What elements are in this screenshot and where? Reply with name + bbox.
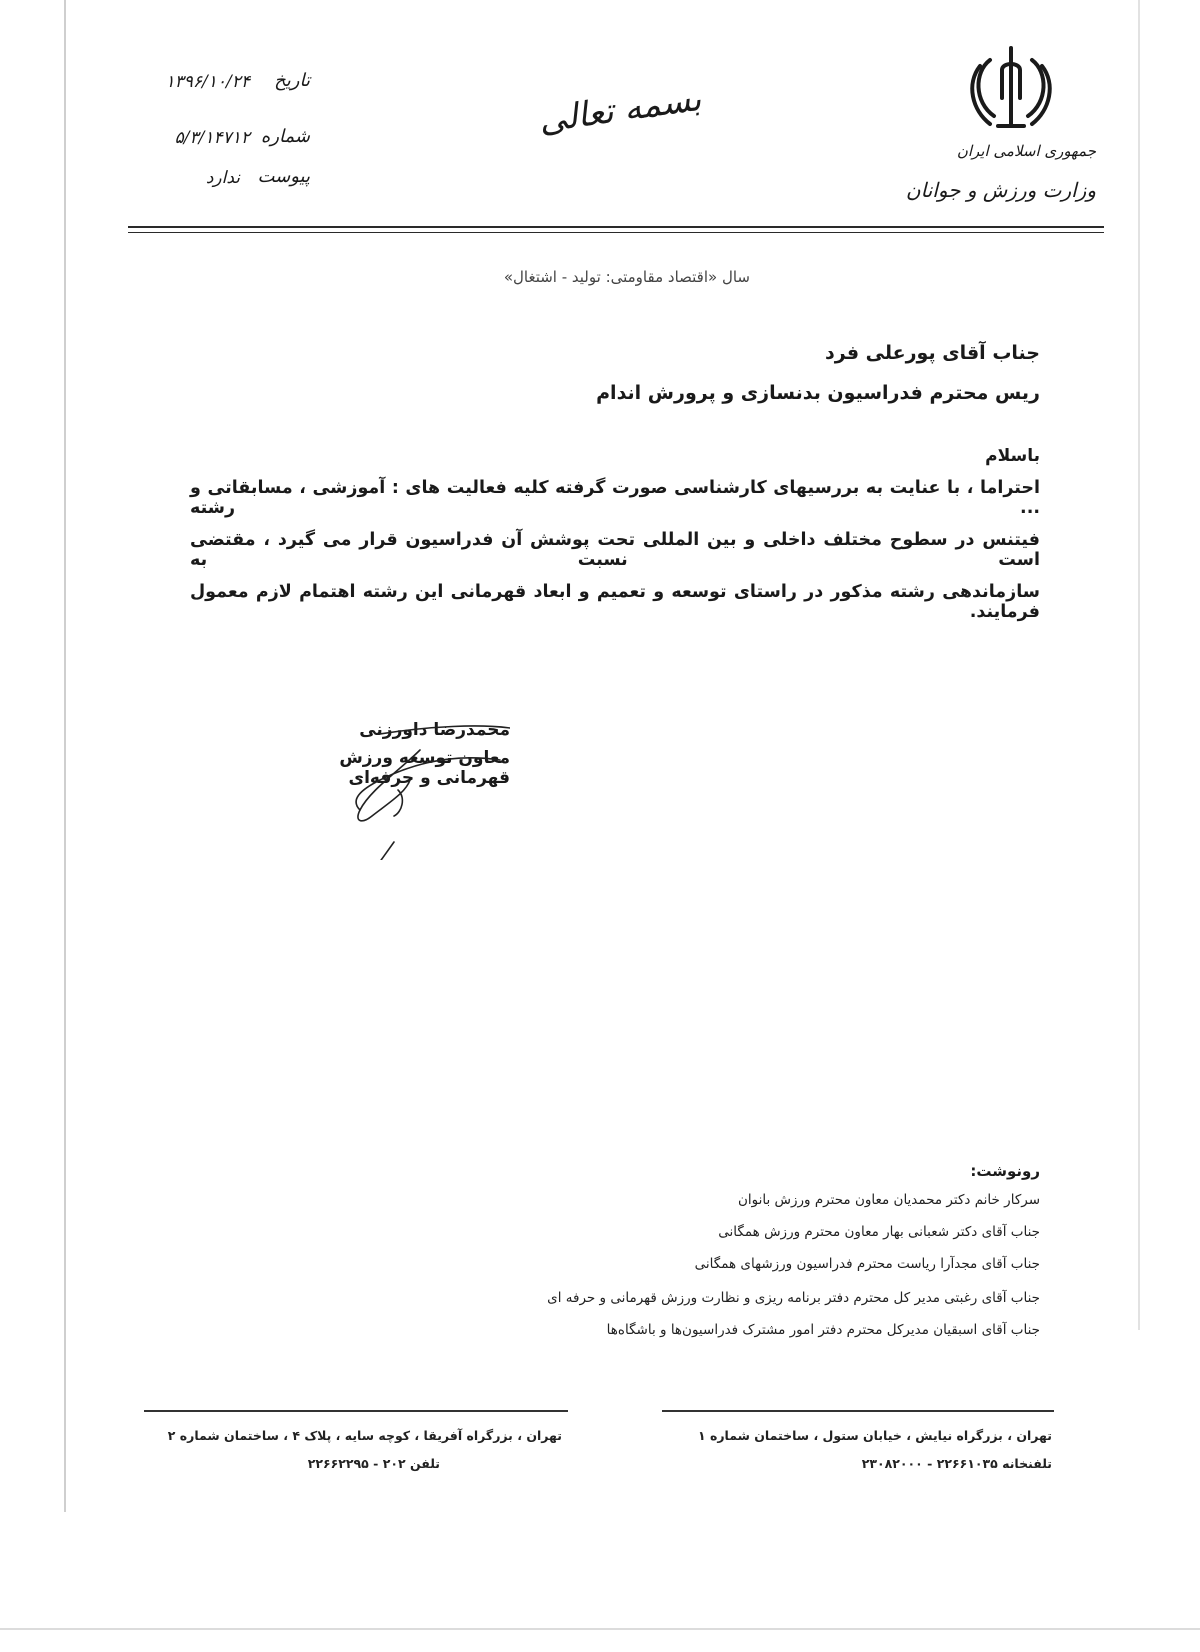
cc-item: سرکار خانم دکتر محمدیان معاون محترم ورزش بانوان <box>737 1192 1040 1208</box>
ministry-name-line: وزارت ورزش و جوانان <box>905 178 1096 202</box>
scan-edge-bottom <box>0 1628 1200 1630</box>
recipient-title: ریس محترم فدراسیون بدنسازی و پرورش اندام <box>596 382 1040 404</box>
footer-divider-right <box>662 1410 1054 1412</box>
cc-item: جناب آقای اسبقیان مدیرکل محترم دفتر امور مشترک فدراسیون‌ها و باشگاه‌ها <box>606 1322 1040 1338</box>
footer-phone-building-1: تلفنخانه ۲۲۶۶۱۰۳۵ - ۲۳۰۸۲۰۰۰ <box>861 1456 1052 1471</box>
header-divider-thin <box>128 232 1104 233</box>
body-line-1: احتراما ، با عنایت به بررسیهای کارشناسی صورت گرفته کلیه فعالیت های : آموزشی ، مسابقاتی و ... رشته <box>190 478 1040 518</box>
ministry-country-line: جمهوری اسلامی ایران <box>956 142 1096 160</box>
handwritten-signature-icon <box>310 720 510 860</box>
attachment-value: ندارد <box>205 168 240 188</box>
signature-block <box>300 720 510 860</box>
scan-edge-right <box>1138 0 1140 1330</box>
cc-item: جناب آقای رغبتی مدیر کل محترم دفتر برنامه ریزی و نظارت ورزش قهرمانی و حرفه ای <box>547 1290 1040 1306</box>
signatory-title: معاون توسعه ورزش قهرمانی و حرفه‌ای <box>339 748 510 788</box>
year-slogan: سال «اقتصاد مقاومتی: تولید - اشتغال» <box>503 268 750 286</box>
body-line-2: فیتنس در سطوح مختلف داخلی و بین المللی تحت پوشش آن فدراسیون قرار می گیرد ، مقتضی است نسبت به <box>190 530 1040 570</box>
footer-divider-left <box>144 1410 568 1412</box>
date-value: ۱۳۹۶/۱۰/۲۴ <box>165 72 250 92</box>
cc-heading: رونوشت: <box>970 1162 1040 1180</box>
cc-item: جناب آقای مجدآرا ریاست محترم فدراسیون ورزشهای همگانی <box>694 1256 1040 1272</box>
greeting: باسلام <box>985 446 1040 466</box>
body-line-3: سازماندهی رشته مذکور در راستای توسعه و تعمیم و ابعاد قهرمانی این رشته اهتمام لازم معمول فرمایند. <box>190 582 1040 622</box>
number-value: ۵/۳/۱۴۷۱۲ <box>174 128 250 148</box>
recipient-name: جناب آقای پورعلی فرد <box>825 342 1040 364</box>
iran-emblem-icon <box>968 40 1054 140</box>
footer-address-building-1: تهران ، بزرگراه نیایش ، خیابان ستول ، ساختمان شماره ۱ <box>697 1428 1052 1443</box>
header-divider <box>128 226 1104 228</box>
number-label: شماره <box>260 126 310 147</box>
cc-item: جناب آقای دکتر شعبانی بهار معاون محترم ورزش همگانی <box>718 1224 1040 1240</box>
footer-phone-building-2: تلفن ۲۰۲ - ۲۲۶۶۲۲۹۵ <box>307 1456 440 1471</box>
signatory-name: محمدرضا داورزنی <box>359 720 510 740</box>
footer-address-building-2: تهران ، بزرگراه آفریقا ، کوچه سایه ، پلاک ۴ ، ساختمان شماره ۲ <box>167 1428 562 1443</box>
scan-edge-left <box>64 0 66 1512</box>
date-label: تاریخ <box>274 70 310 91</box>
attachment-label: پیوست <box>257 166 310 187</box>
bismillah-heading: بسمه تعالی <box>536 78 704 142</box>
